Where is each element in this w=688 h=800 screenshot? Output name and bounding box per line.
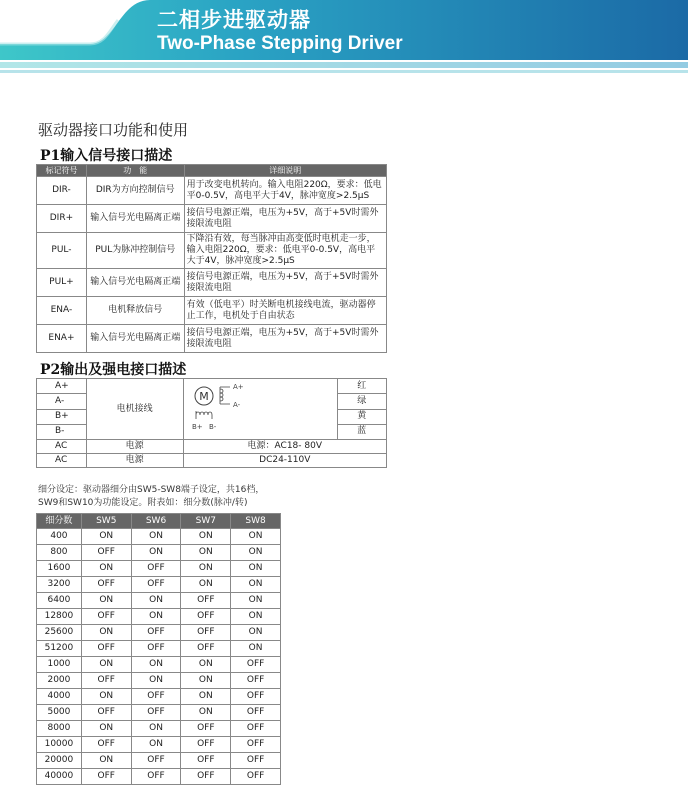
table-row [37,721,281,737]
p2-power-function: 电源 [86,454,183,468]
switch-state: ON [81,561,131,577]
table-row [37,673,281,689]
p1-function: 输入信号光电隔离正端 [86,269,184,297]
p1-function: DIR为方向控制信号 [86,177,184,205]
switch-state: OFF [181,753,231,769]
switch-state: OFF [81,609,131,625]
switch-state: OFF [131,769,181,785]
switch-state: OFF [181,609,231,625]
switch-state: OFF [181,737,231,753]
p3-header-row [37,514,281,529]
table-row [37,577,281,593]
switch-state: ON [81,721,131,737]
switch-state: OFF [81,705,131,721]
table-row [37,609,281,625]
p1-detail: 接信号电源正端，电压为+5V，高于+5V时需外接限流电阻 [184,325,386,353]
switch-state: OFF [81,577,131,593]
p1-function: 电机释放信号 [86,297,184,325]
table-row [37,753,281,769]
p2-title: P2输出及强电接口描述 [40,362,187,378]
p2-wire-color: 红 [337,379,386,394]
diagram-a-plus: A+ [232,383,244,391]
table-row [37,177,387,205]
p2-motor-terminal: B- [37,424,87,439]
table-row [37,205,387,233]
table-row [37,561,281,577]
p1-symbol: PUL+ [37,269,87,297]
p3-body [37,529,281,785]
table-row [37,529,281,545]
switch-state: ON [131,737,181,753]
switch-state: OFF [231,769,281,785]
microstep-value: 400 [37,529,82,545]
switch-state: ON [131,609,181,625]
switch-state: ON [231,545,281,561]
title-cn: 二相步进驱动器 [157,8,311,32]
microstep-value: 4000 [37,689,82,705]
microstep-value: 800 [37,545,82,561]
section-title: 驱动器接口功能和使用 [38,121,189,139]
switch-state: ON [131,673,181,689]
microstep-value: 1000 [37,657,82,673]
table-row [37,454,387,468]
switch-state: OFF [231,657,281,673]
p1-function: 输入信号光电隔离正端 [86,325,184,353]
p3-header: SW6 [131,514,181,529]
switch-state: ON [231,593,281,609]
p1-header-function: 功 能 [86,165,184,177]
p1-function: PUL为脉冲控制信号 [86,233,184,269]
diagram-b-plus: B+ [191,423,203,431]
table-row [37,641,281,657]
switch-state: OFF [131,753,181,769]
table-row [37,325,387,353]
switch-state: OFF [81,737,131,753]
table-row [37,269,387,297]
switch-state: OFF [181,593,231,609]
p1-detail: 接信号电源正端，电压为+5V，高于+5V时需外接限流电阻 [184,205,386,233]
table-row [37,297,387,325]
switch-state: OFF [231,705,281,721]
switch-state: ON [231,561,281,577]
p2-wire-color: 黄 [337,409,386,424]
motor-wiring-icon [184,379,337,435]
switch-state: ON [181,673,231,689]
switch-state: OFF [181,641,231,657]
switch-state: OFF [231,753,281,769]
table-row [37,545,281,561]
p3-header: SW7 [181,514,231,529]
switch-state: ON [131,545,181,561]
switch-state: ON [181,657,231,673]
p1-symbol: ENA- [37,297,87,325]
p3-header: SW8 [231,514,281,529]
microstep-value: 12800 [37,609,82,625]
switch-state: ON [181,545,231,561]
switch-state: OFF [131,705,181,721]
microstep-value: 20000 [37,753,82,769]
switch-state: OFF [131,561,181,577]
microstep-value: 8000 [37,721,82,737]
switch-state: OFF [131,625,181,641]
header-banner [0,0,688,80]
microstep-value: 40000 [37,769,82,785]
p1-symbol: DIR+ [37,205,87,233]
microstep-note [38,484,264,510]
microstep-value: 10000 [37,737,82,753]
switch-state: ON [231,529,281,545]
microstep-value: 5000 [37,705,82,721]
p1-symbol: ENA+ [37,325,87,353]
table-row [37,593,281,609]
switch-state: ON [131,657,181,673]
p1-detail: 用于改变电机转向。输入电阻220Ω，要求：低电平0-0.5V，高电平大于4V，脉冲宽度>2.5μS [184,177,386,205]
switch-state: ON [181,577,231,593]
diagram-a-minus: A- [232,401,240,409]
p2-motor-terminal: A+ [37,379,87,394]
microstep-value: 3200 [37,577,82,593]
microstep-table [36,513,281,785]
p2-power-function: 电源 [86,440,183,454]
switch-state: ON [81,593,131,609]
table-row [37,769,281,785]
p1-function: 输入信号光电隔离正端 [86,205,184,233]
table-row [37,233,387,269]
note-line-1: 细分设定：驱动器细分由SW5-SW8端子设定，共16档， [38,485,265,495]
p1-header-symbol: 标记符号 [37,165,87,177]
microstep-value: 2000 [37,673,82,689]
p2-motor-label: 电机接线 [86,379,183,440]
switch-state: ON [181,689,231,705]
table-row [37,737,281,753]
table-row [37,440,387,454]
switch-state: OFF [81,769,131,785]
microstep-value: 25600 [37,625,82,641]
switch-state: OFF [231,689,281,705]
switch-state: ON [181,705,231,721]
switch-state: OFF [81,545,131,561]
switch-state: ON [231,641,281,657]
table-row [37,657,281,673]
microstep-value: 1600 [37,561,82,577]
p1-table [36,164,387,353]
table-row [37,379,387,394]
switch-state: OFF [231,721,281,737]
switch-state: ON [131,529,181,545]
switch-state: ON [181,561,231,577]
p2-power-detail: 电源：AC18- 80V [183,440,386,454]
switch-state: ON [231,625,281,641]
p1-detail: 下降沿有效，每当脉冲由高变低时电机走一步，输入电阻220Ω，要求：低电平0-0.5V，高电平大于4V，脉冲宽度>2.5μS [184,233,386,269]
switch-state: OFF [131,641,181,657]
note-line-2: SW9和SW10为功能设定。附表如：细分数(脉冲/转) [38,498,248,508]
p2-power-detail: DC24-110V [183,454,386,468]
p3-header: SW5 [81,514,131,529]
p1-detail: 有效（低电平）时关断电机接线电流，驱动器停止工作，电机处于自由状态 [184,297,386,325]
p1-header-detail: 详细说明 [184,165,386,177]
p1-symbol: PUL- [37,233,87,269]
switch-state: ON [231,609,281,625]
switch-state: ON [81,753,131,769]
p2-table [36,378,387,468]
table-row [37,705,281,721]
switch-state: OFF [81,673,131,689]
switch-state: ON [231,577,281,593]
p2-motor-terminal: A- [37,394,87,409]
microstep-value: 6400 [37,593,82,609]
p1-symbol: DIR- [37,177,87,205]
p2-power-symbol: AC [37,454,87,468]
diagram-b-minus: B- [208,423,216,431]
switch-state: ON [81,625,131,641]
p3-header: 细分数 [37,514,82,529]
p1-detail: 接信号电源正端，电压为+5V，高于+5V时需外接限流电阻 [184,269,386,297]
p2-wire-color: 蓝 [337,424,386,439]
switch-state: OFF [181,721,231,737]
switch-state: OFF [181,769,231,785]
p2-motor-terminal: B+ [37,409,87,424]
switch-state: ON [131,721,181,737]
switch-state: ON [131,593,181,609]
title-en: Two-Phase Stepping Driver [157,33,403,54]
microstep-value: 51200 [37,641,82,657]
p1-header-row [37,165,387,177]
p2-power-symbol: AC [37,440,87,454]
switch-state: ON [81,529,131,545]
switch-state: OFF [231,737,281,753]
table-row [37,689,281,705]
switch-state: OFF [181,625,231,641]
motor-diagram [183,379,337,440]
switch-state: OFF [231,673,281,689]
switch-state: ON [81,657,131,673]
p1-title: P1输入信号接口描述 [40,148,173,164]
switch-state: ON [81,689,131,705]
p2-wire-color: 绿 [337,394,386,409]
switch-state: ON [181,529,231,545]
table-row [37,625,281,641]
switch-state: OFF [131,689,181,705]
motor-m-label: M [198,390,209,403]
switch-state: OFF [81,641,131,657]
switch-state: OFF [131,577,181,593]
